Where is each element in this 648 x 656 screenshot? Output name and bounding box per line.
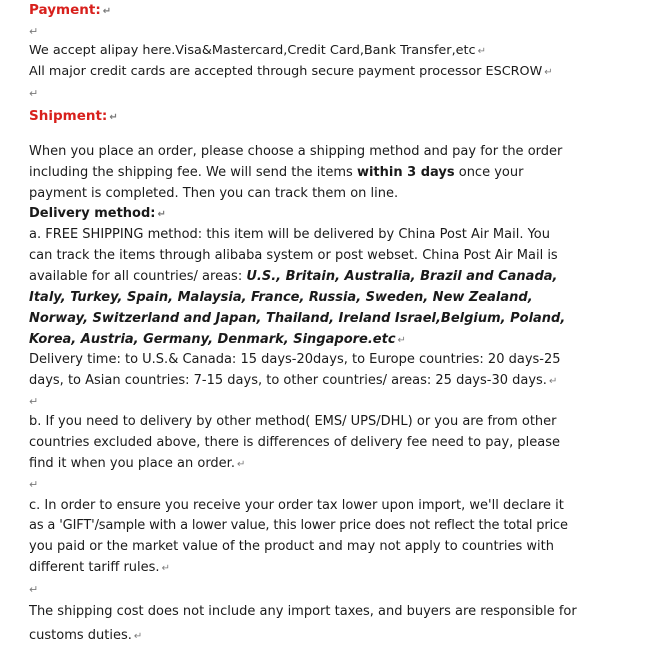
shipment-intro-line-1 [29,144,562,160]
blank-line [29,582,38,598]
delivery-time-text: days, to Asian countries: 7-15 days, to other countries/ areas: 25 days-30 days. [29,373,547,388]
method-a-line-5 [29,311,565,327]
return-mark-icon: ↵ [548,376,558,387]
blank-line [29,477,38,493]
return-mark-icon: ↵ [397,335,406,346]
footer-line-2 [29,628,142,645]
delivery-time-text: Delivery time: to U.S.& Canada: 15 days-20days, to Europe countries: 20 days-25 [29,352,561,367]
payment-line-1 [29,43,486,60]
shipment-heading [29,108,118,126]
country-list-text: Italy, Turkey, Spain, Malaysia, France, Russia, Sweden, New Zealand, [29,290,533,305]
return-mark-icon: ↵ [161,563,170,574]
blank-line [29,394,38,410]
method-b-line-1 [29,414,557,430]
method-b-line-2 [29,435,560,451]
paragraph-mark-icon: ↵ [29,87,39,100]
return-mark-icon: ↵ [236,459,246,470]
return-mark-icon: ↵ [477,46,486,57]
return-mark-icon: ↵ [544,67,553,78]
return-mark-icon: ↵ [133,631,143,642]
payment-heading [29,2,111,20]
method-a-text: available for all countries/ areas: [29,269,247,284]
method-a-line-7 [29,352,561,368]
method-c-line-1 [29,498,564,514]
shipment-intro-line-2 [29,165,523,181]
shipment-intro-line-3 [29,186,398,202]
delivery-method-text: Delivery method: [29,206,156,221]
payment-line-2 [29,64,553,81]
payment-heading-text: Payment: [29,2,101,18]
import-tax-text: customs duties. [29,628,132,643]
method-b-line-3 [29,456,245,473]
intro-text: When you place an order, please choose a shipping method and pay for the order [29,144,563,159]
method-c-line-2 [29,518,568,534]
method-c-text: as a 'GIFT'/sample with a lower value, this lower price does not reflect the total price [29,518,568,533]
paragraph-mark-icon: ↵ [29,478,39,491]
method-c-text: different tariff rules. [29,560,160,575]
shipment-heading-text: Shipment: [29,108,108,124]
payment-escrow-text: All major credit cards are accepted through secure payment processor ESCROW [29,64,543,79]
footer-line-1 [29,604,577,620]
payment-methods-text: We accept alipay here.Visa&Mastercard,Credit Card,Bank Transfer,etc [29,43,476,58]
method-a-line-3 [29,269,557,285]
method-a-text: a. FREE SHIPPING method: this item will be delivered by China Post Air Mail. You [29,227,551,242]
dispatch-time-emphasis: within 3 days [356,165,455,180]
delivery-method-label [29,206,166,223]
paragraph-mark-icon: ↵ [29,583,39,596]
method-a-line-1 [29,227,550,243]
return-mark-icon: ↵ [109,112,118,123]
import-tax-text: The shipping cost does not include any import taxes, and buyers are responsible for [29,604,577,619]
paragraph-mark-icon: ↵ [29,25,39,38]
return-mark-icon: ↵ [157,209,166,220]
method-a-line-8 [29,373,557,390]
method-b-text: find it when you place an order. [29,456,235,471]
country-list-text: U.S., Britain, Australia, Brazil and Canada, [246,269,558,284]
method-b-text: countries excluded above, there is differences of delivery fee need to pay, please [29,435,561,450]
country-list-text: Norway, Switzerland and Japan, Thailand, Ireland Israel,Belgium, Poland, [29,311,566,326]
return-mark-icon: ↵ [102,6,112,17]
intro-text: once your [454,165,524,180]
method-a-line-2 [29,248,558,264]
method-b-text: b. If you need to delivery by other method( EMS/ UPS/DHL) or you are from other [29,414,557,429]
intro-text: payment is completed. Then you can track them on line. [29,186,399,201]
method-a-text: can track the items through alibaba system or post webset. China Post Air Mail is [29,248,558,263]
method-c-line-4 [29,560,170,577]
blank-line [29,86,38,102]
intro-text: including the shipping fee. We will send the items [29,165,357,180]
country-list-text: Korea, Austria, Germany, Denmark, Singapore.etc [29,332,396,347]
method-c-text: you paid or the market value of the product and may not apply to countries with [29,539,554,554]
method-c-text: c. In order to ensure you receive your order tax lower upon import, we'll declare it [29,498,564,513]
blank-line [29,24,38,40]
paragraph-mark-icon: ↵ [29,395,39,408]
method-c-line-3 [29,539,554,555]
method-a-line-4 [29,290,533,306]
method-a-line-6 [29,332,406,349]
